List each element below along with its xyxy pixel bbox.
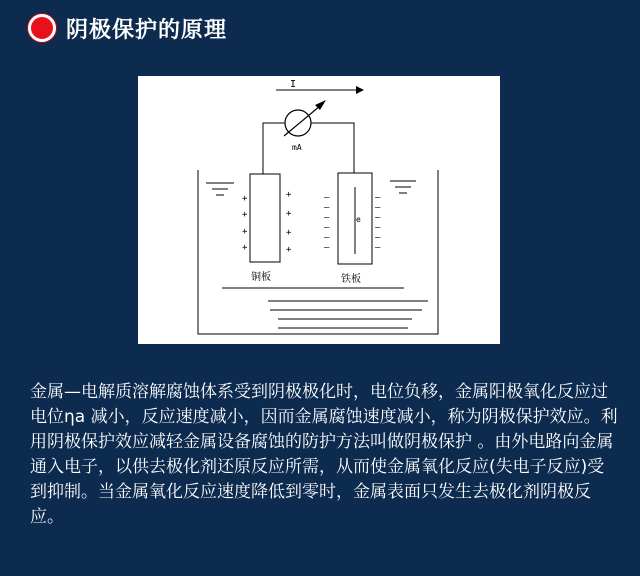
iron-plate-label: 铁板 bbox=[341, 274, 361, 285]
wire-left bbox=[263, 123, 285, 174]
minus-sign: — bbox=[375, 203, 381, 213]
diagram-svg bbox=[138, 76, 500, 344]
cathode-electron-mark: e bbox=[356, 215, 361, 224]
minus-sign: — bbox=[375, 213, 381, 223]
minus-sign: — bbox=[324, 233, 330, 243]
plus-sign: + bbox=[242, 194, 248, 204]
plus-sign: + bbox=[286, 228, 292, 238]
copper-plate bbox=[250, 174, 280, 262]
minus-sign: — bbox=[324, 203, 330, 213]
minus-sign: — bbox=[324, 223, 330, 233]
plus-sign: + bbox=[242, 210, 248, 220]
red-bullet-icon bbox=[28, 14, 56, 42]
minus-sign: — bbox=[324, 213, 330, 223]
plus-sign: + bbox=[242, 227, 248, 237]
explanation-paragraph: 金属—电解质溶解腐蚀体系受到阴极极化时，电位负移，金属阳极氧化反应过电位ηa 减小，反应速度减小，因而金属腐蚀速度减小，称为阴极保护效应。利用阴极保护效应减轻金属设备腐蚀的防护方法叫做阴极保护 。由外电路向金属通入电子，以供去极化剂还原反应所需，从而使金属氧化反应(失电子反应)受到抑制。当金属氧化反应速度降低到零时，金属表面只发生去极化剂阴极反应。 bbox=[30, 382, 618, 527]
current-label: I bbox=[290, 79, 297, 90]
plus-sign: + bbox=[286, 209, 292, 219]
wire-right bbox=[311, 123, 354, 173]
minus-sign: — bbox=[375, 193, 381, 203]
minus-sign: — bbox=[375, 223, 381, 233]
plus-sign: + bbox=[286, 245, 292, 255]
current-arrow-head bbox=[356, 86, 364, 94]
slide-header bbox=[28, 10, 227, 46]
plus-sign: + bbox=[242, 243, 248, 253]
cathodic-protection-diagram bbox=[138, 76, 500, 344]
meter-label: mA bbox=[292, 143, 302, 152]
copper-plate-label: 铜板 bbox=[251, 272, 271, 283]
electrolyte-tank bbox=[198, 170, 438, 334]
slide-title: 阴极保护的原理 bbox=[66, 17, 228, 43]
minus-sign: — bbox=[324, 243, 330, 253]
minus-sign: — bbox=[375, 243, 381, 253]
plus-sign: + bbox=[286, 190, 292, 200]
minus-sign: — bbox=[375, 233, 381, 243]
minus-sign: — bbox=[324, 193, 330, 203]
